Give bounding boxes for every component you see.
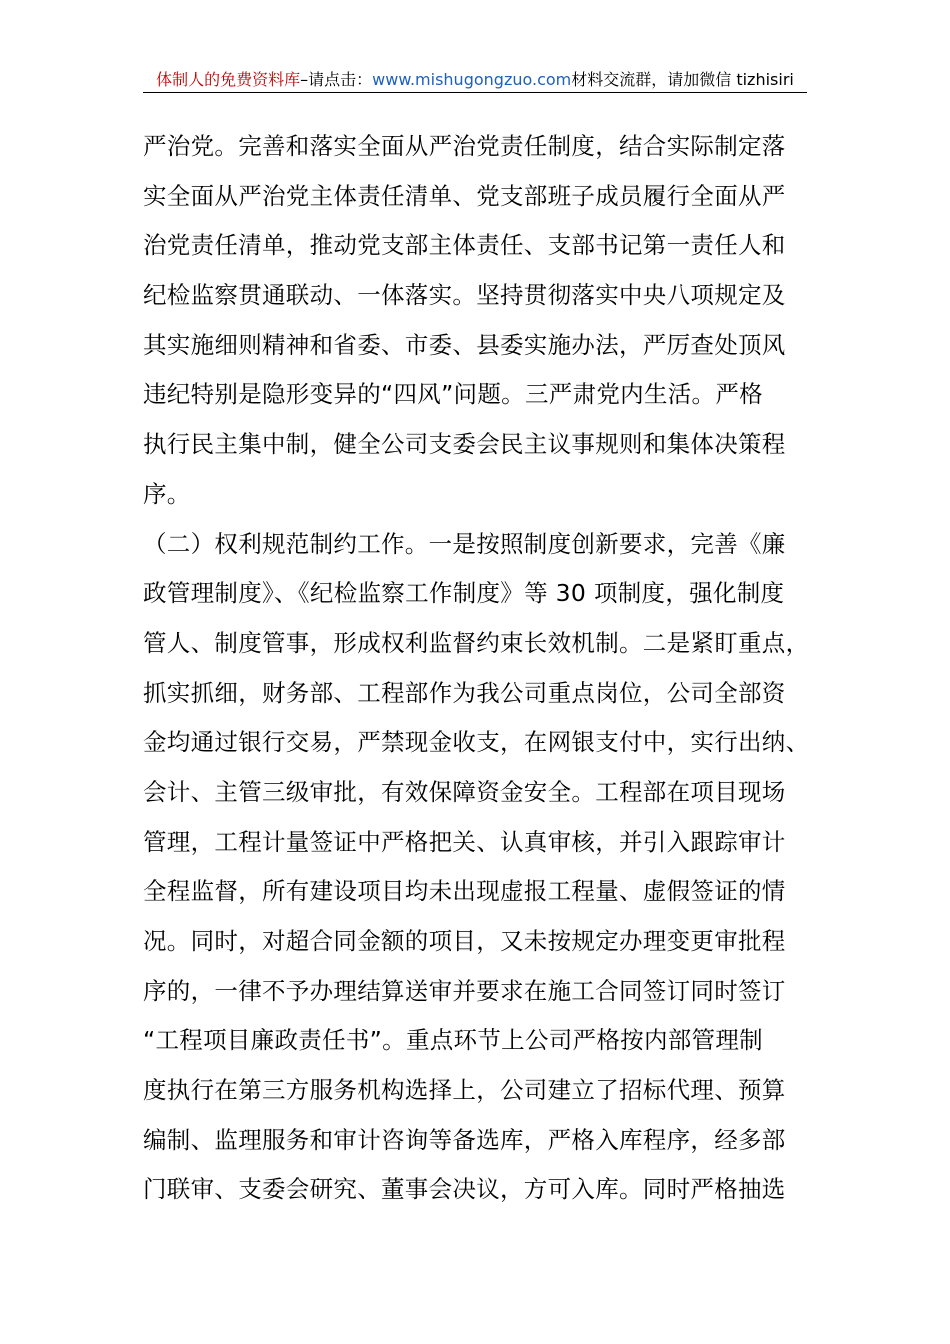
body-line: 违纪特别是隐形变异的“四风”问题。三严肃党内生活。严格 (143, 380, 763, 409)
body-line: 序的，一律不予办理结算送审并要求在施工合同签订同时签订 (143, 976, 786, 1005)
body-line: 抓实抓细，财务部、工程部作为我公司重点岗位，公司全部资 (143, 678, 786, 707)
body-line: 管理，工程计量签证中严格把关、认真审核，并引入跟踪审计 (143, 827, 786, 856)
body-line: 门联审、支委会研究、董事会决议，方可入库。同时严格抽选 (143, 1175, 786, 1204)
body-line: 执行民主集中制，健全公司支委会民主议事规则和集体决策程 (143, 430, 786, 459)
header-prompt: –请点击： (300, 70, 373, 89)
body-line: 会计、主管三级审批，有效保障资金安全。工程部在项目现场 (143, 777, 786, 806)
body-line: 其实施细则精神和省委、市委、县委实施办法，严厉查处顶风 (143, 330, 786, 359)
header-contact: 材料交流群，请加微信 tizhisiri (571, 70, 794, 89)
page-header (143, 68, 807, 93)
body-line: （二）权利规范制约工作。一是按照制度创新要求，完善《廉 (143, 529, 786, 558)
body-line: 全程监督，所有建设项目均未出现虚报工程量、虚假签证的情 (143, 877, 786, 906)
header-brand[interactable]: 体制人的免费资料库 (156, 70, 301, 89)
body-line: 管人、制度管事，形成权利监督约束长效机制。二是紧盯重点， (143, 628, 810, 657)
body-line: 治党责任清单，推动党支部主体责任、支部书记第一责任人和 (143, 231, 786, 260)
body-line: 况。同时，对超合同金额的项目，又未按规定办理变更审批程 (143, 927, 786, 955)
body-line: 金均通过银行交易，严禁现金收支，在网银支付中，实行出纳、 (143, 728, 810, 757)
document-body (143, 122, 811, 1215)
header-url-link[interactable]: www.mishugongzuo.com (372, 70, 572, 89)
body-line: 度执行在第三方服务机构选择上，公司建立了招标代理、预算 (143, 1076, 786, 1105)
body-line: 纪检监察贯通联动、一体落实。坚持贯彻落实中央八项规定及 (143, 281, 786, 310)
body-line: 序。 (143, 479, 191, 508)
body-line: “工程项目廉政责任书”。重点环节上公司严格按内部管理制 (143, 1026, 763, 1055)
body-line: 编制、监理服务和审计咨询等备选库，严格入库程序，经多部 (143, 1125, 786, 1154)
body-line: 实全面从严治党主体责任清单、党支部班子成员履行全面从严 (143, 181, 786, 210)
body-line: 严治党。完善和落实全面从严治党责任制度，结合实际制定落 (143, 132, 786, 160)
body-line: 政管理制度》、《纪检监察工作制度》等 30 项制度，强化制度 (143, 579, 785, 608)
